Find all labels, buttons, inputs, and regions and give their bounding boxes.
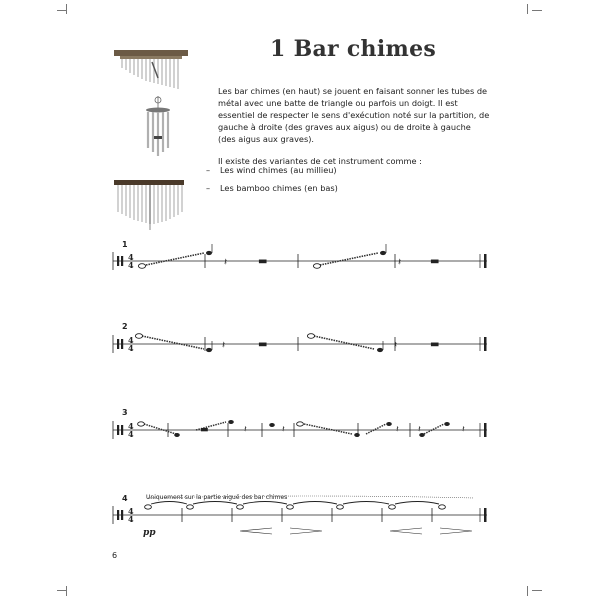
page-number: 6 (112, 551, 118, 560)
bullet-bamboo-chimes: – Les bamboo chimes (en bas) (206, 183, 338, 193)
svg-text:𝄽: 𝄽 (224, 257, 228, 268)
svg-text:▬: ▬ (430, 339, 440, 350)
dynamic-marking: pp (143, 528, 156, 538)
svg-text:▬: ▬ (258, 256, 268, 267)
time-sig-top-2: 4 (128, 335, 134, 345)
time-sig-bottom-3: 4 (128, 429, 134, 439)
svg-text:𝄽: 𝄽 (398, 257, 402, 268)
svg-text:▬: ▬ (200, 425, 209, 435)
page-title: 1 Bar chimes (270, 36, 437, 62)
system-number-1: 1 (122, 240, 128, 249)
svg-text:𝄽: 𝄽 (418, 425, 421, 435)
time-sig-bottom-1: 4 (128, 260, 134, 270)
svg-text:𝄽: 𝄽 (244, 425, 247, 435)
time-sig-bottom-2: 4 (128, 343, 134, 353)
system-number-4: 4 (122, 494, 128, 503)
system-number-3: 3 (122, 408, 128, 417)
svg-text:𝄽: 𝄽 (396, 425, 399, 435)
time-sig-top-4: 4 (128, 506, 134, 516)
svg-text:𝄽: 𝄽 (222, 340, 226, 351)
svg-text:▬: ▬ (430, 256, 440, 267)
system-4-annotation: Uniquement sur la partie aiguë des bar chimes (146, 494, 288, 501)
bullet-wind-chimes: – Les wind chimes (au millieu) (206, 165, 337, 175)
svg-text:𝄽: 𝄽 (282, 425, 285, 435)
svg-text:𝄽: 𝄽 (462, 425, 465, 435)
time-sig-top-1: 4 (128, 252, 134, 262)
svg-text:𝄽: 𝄽 (394, 340, 398, 351)
time-sig-bottom-4: 4 (128, 514, 134, 524)
paragraph-intro: Les bar chimes (en haut) se jouent en faisant sonner les tubes de métal avec une batte de triangle ou parfois un doigt. Il est essentiel de respecter le sens d'exécution noté sur la partition, de gauche à droite (des graves aux aigus) ou de droite à gauche (des aigus aux graves). (218, 86, 490, 144)
svg-text:▬: ▬ (258, 339, 268, 350)
time-sig-top-3: 4 (128, 421, 134, 431)
paragraph-variants: Il existe des variantes de cet instrument comme : (218, 156, 422, 166)
system-number-2: 2 (122, 322, 128, 331)
